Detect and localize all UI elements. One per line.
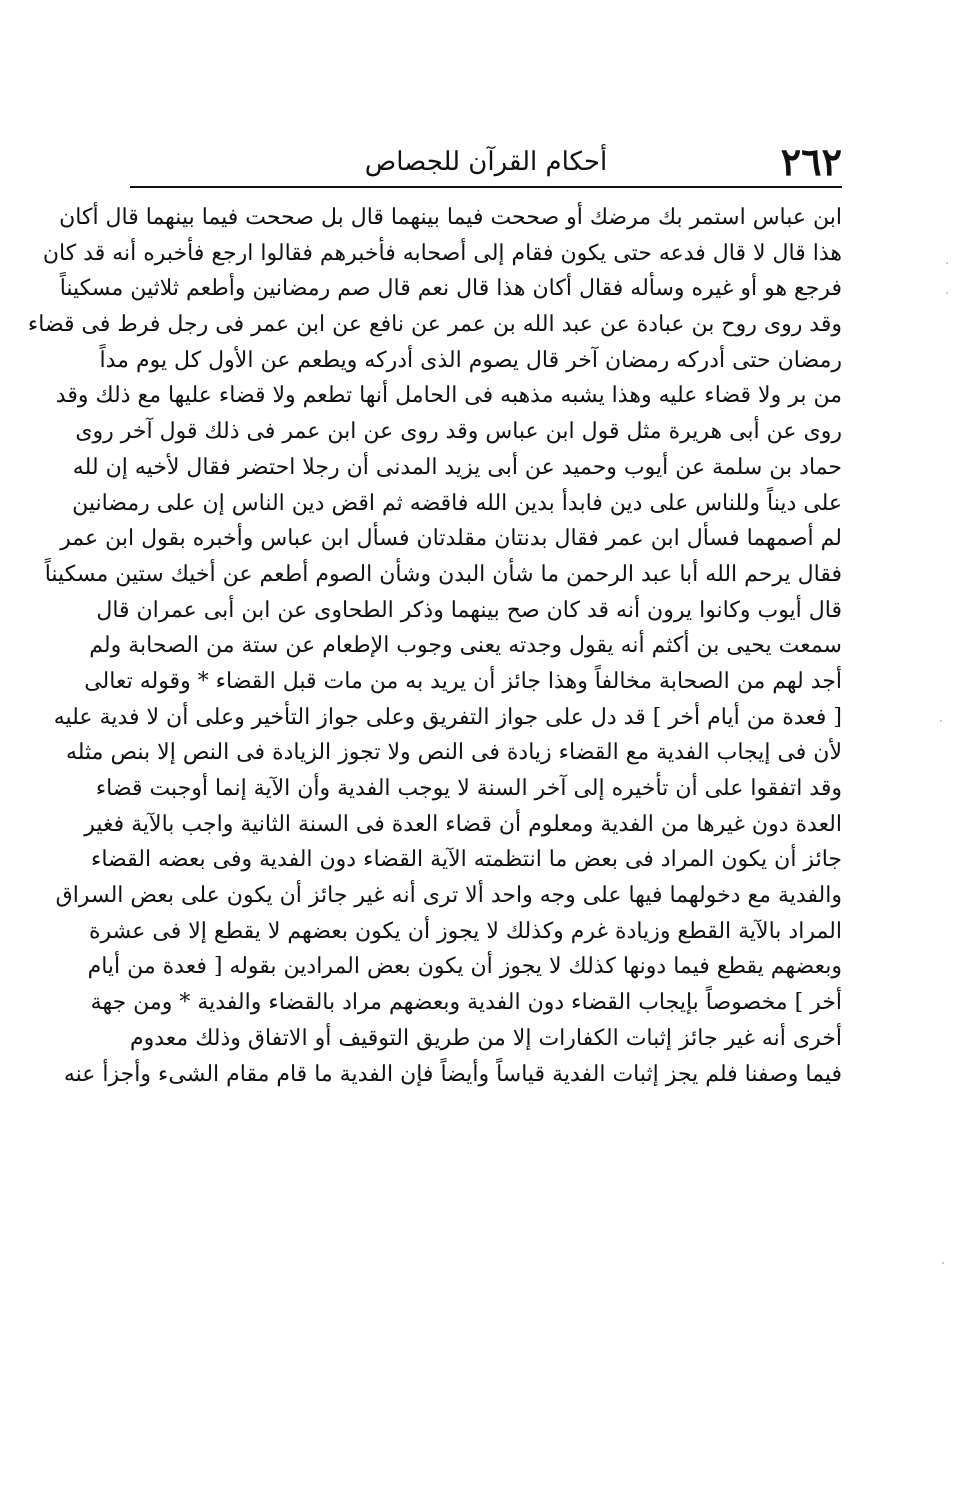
text-line: لأن فى إيجاب الفدية مع القضاء زيادة فى النص ولا تجوز الزيادة فى النص إلا بنص مثله	[65, 740, 842, 766]
text-line: قال أيوب وكانوا يرون أنه قد كان صح بينهما وذكر الطحاوى عن ابن أبى عمران قال	[96, 597, 842, 623]
text-line: أجد لهم من الصحابة مخالفاً وهذا جائز أن يريد به من مات قبل القضاء * وقوله تعالى	[84, 668, 842, 694]
scan-speck	[942, 1262, 944, 1264]
header-rule	[130, 186, 842, 188]
text-line: والفدية مع دخولهما فيها على وجه واحد ألا ترى أنه غير جائز أن يكون على بعض السراق	[55, 883, 842, 909]
text-line: هذا قال لا قال فدعه حتى يكون فقام إلى أصحابه فأخبرهم فقالوا ارجع فأخبره أنه قد كان	[42, 240, 842, 266]
body-text	[27, 200, 842, 1092]
text-line: حماد بن سلمة عن أيوب وحميد عن أبى يزيد المدنى أن رجلا احتضر فقال لأخيه إن لله	[72, 454, 842, 480]
text-line: [ فعدة من أيام أخر ] قد دل على جواز التفريق وعلى جواز التأخير وعلى أن لا فدية عليه	[53, 704, 842, 730]
running-title: أحكام القرآن للجصاص	[364, 147, 608, 177]
text-line: المراد بالآية القطع وزيادة غرم وكذلك لا يجوز أن يكون بعضهم لا يقطع إلا فى عشرة	[88, 918, 842, 944]
text-line: جائز أن يكون المراد فى بعض ما انتظمته الآية القضاء دون الفدية وفى بعضه القضاء	[90, 847, 842, 873]
page-number: ٢٦٢	[780, 139, 842, 184]
text-line: أخر ] مخصوصاً بإيجاب القضاء دون الفدية وبعضهم مراد بالقضاء والفدية * ومن جهة	[90, 990, 842, 1016]
text-line: رمضان حتى أدركه رمضان آخر قال يصوم الذى أدركه ويطعم عن الأول كل يوم مداً	[99, 347, 842, 373]
text-line: وقد اتفقوا على أن تأخيره إلى آخر السنة لا يوجب الفدية وأن الآية إنما أوجبت قضاء	[95, 776, 842, 801]
page-header	[130, 138, 842, 186]
scan-speck	[946, 262, 948, 264]
text-line: روى عن أبى هريرة مثل قول ابن عباس وقد روى عن ابن عمر فى ذلك قول آخر روى	[75, 419, 842, 445]
text-line: وقد روى روح بن عبادة عن عبد الله بن عمر عن نافع عن ابن عمر فى رجل فرط فى قضاء	[27, 312, 842, 338]
text-line: أخرى أنه غير جائز إثبات الكفارات إلا من طريق التوقيف أو الاتفاق وذلك معدوم	[130, 1025, 842, 1051]
text-line: فيما وصفنا فلم يجز إثبات الفدية قياساً وأيضاً فإن الفدية ما قام مقام الشىء وأجزأ عنه	[63, 1061, 842, 1087]
text-line: وبعضهم يقطع فيما دونها كذلك لا يجوز أن يكون بعض المرادين بقوله [ فعدة من أيام	[87, 954, 842, 980]
text-line: على ديناً وللناس على دين فابدأ بدين الله فاقضه ثم اقض دين الناس إن على رمضانين	[72, 490, 842, 516]
scan-speck	[940, 720, 942, 722]
text-line: سمعت يحيى بن أكثم أنه يقول وجدته يعنى وجوب الإطعام عن ستة من الصحابة ولم	[89, 633, 842, 659]
scan-speck	[946, 292, 948, 294]
text-line: ابن عباس استمر بك مرضك أو صححت فيما بينهما قال بل صححت فيما بينهما قال أكان	[59, 205, 842, 230]
text-line: فرجع هو أو غيره وسأله فقال أكان هذا قال نعم قال صم رمضانين وأطعم ثلاثين مسكيناً	[59, 276, 842, 302]
text-line: لم أصمهما فسأل ابن عمر فقال بدنتان مقلدتان فسأل ابن عباس وأخبره بقول ابن عمر	[60, 526, 842, 552]
text-line: من بر ولا قضاء عليه وهذا يشبه مذهبه فى الحامل أنها تطعم ولا قضاء عليها مع ذلك وقد	[55, 383, 842, 409]
text-line: العدة دون غيرها من الفدية ومعلوم أن قضاء العدة فى السنة الثانية واجب بالآية فغير	[84, 811, 842, 837]
text-line: فقال يرحم الله أبا عبد الرحمن ما شأن البدن وشأن الصوم أطعم عن أخيك ستين مسكيناً	[44, 561, 842, 587]
